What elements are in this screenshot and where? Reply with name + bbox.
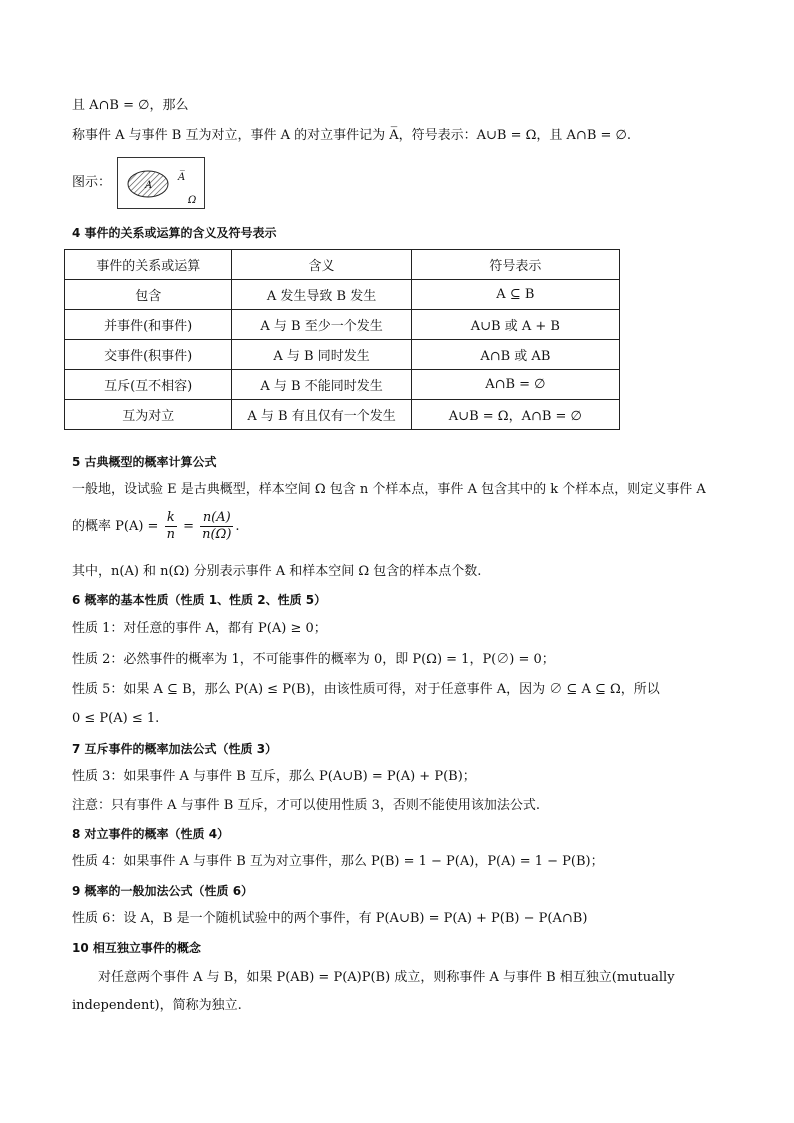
independence-definition-cont: independent)，简称为独立. bbox=[72, 998, 242, 1013]
table-cell: 交事件(积事件) bbox=[65, 340, 232, 370]
section-5-heading: 5 古典概型的概率计算公式 bbox=[72, 455, 217, 469]
table-header-cell: 事件的关系或运算 bbox=[65, 250, 232, 280]
table-cell: A 发生导致 B 发生 bbox=[232, 280, 411, 310]
event-a-label: A bbox=[145, 180, 153, 191]
property-3: 性质 3：如果事件 A 与事件 B 互斥，那么 P(A∪B) = P(A) + P(B)； bbox=[72, 769, 476, 784]
line-intersection-empty: 且 A∩B = ∅，那么 bbox=[72, 98, 189, 113]
numerator: n(A) bbox=[200, 510, 233, 527]
table-cell: A∪B 或 A + B bbox=[411, 310, 619, 340]
denominator: n(Ω) bbox=[202, 527, 232, 542]
table-row bbox=[65, 280, 620, 310]
probability-formula bbox=[72, 510, 240, 544]
table-cell: A ⊆ B bbox=[411, 280, 619, 310]
venn-svg bbox=[118, 158, 204, 208]
table-row bbox=[65, 340, 620, 370]
formula-explanation: 其中，n(A) 和 n(Ω) 分别表示事件 A 和样本空间 Ω 包含的样本点个数. bbox=[72, 564, 482, 579]
relations-table bbox=[64, 249, 620, 430]
formula-suffix: . bbox=[235, 519, 240, 534]
table-cell: A∩B = ∅ bbox=[411, 370, 619, 400]
table-cell: A 与 B 至少一个发生 bbox=[232, 310, 411, 340]
table-header-cell: 符号表示 bbox=[411, 250, 619, 280]
independence-definition: 对任意两个事件 A 与 B，如果 P(AB) = P(A)P(B) 成立，则称事件 A 与事件 B 相互独立(mutually bbox=[98, 970, 675, 985]
section-8-heading: 8 对立事件的概率（性质 4） bbox=[72, 827, 230, 841]
table-header-row bbox=[65, 250, 620, 280]
venn-diagram bbox=[117, 157, 205, 209]
table-cell: A 与 B 不能同时发生 bbox=[232, 370, 411, 400]
property-2: 性质 2：必然事件的概率为 1，不可能事件的概率为 0，即 P(Ω) = 1，P(∅) = 0； bbox=[72, 652, 555, 667]
property-3-note: 注意：只有事件 A 与事件 B 互斥，才可以使用性质 3，否则不能使用该加法公式. bbox=[72, 798, 541, 813]
formula-prefix: 的概率 P(A) = bbox=[72, 519, 163, 534]
property-5: 性质 5：如果 A ⊆ B，那么 P(A) ≤ P(B)，由该性质可得，对于任意事件 A，因为 ∅ ⊆ A ⊆ Ω，所以 bbox=[72, 682, 660, 697]
complement-label: A̅ bbox=[178, 172, 186, 183]
section-7-heading: 7 互斥事件的概率加法公式（性质 3） bbox=[72, 742, 278, 756]
table-cell: A∩B 或 AB bbox=[411, 340, 619, 370]
diagram-label: 图示： bbox=[72, 175, 112, 190]
table-row bbox=[65, 400, 620, 430]
line-complement-definition: 称事件 A 与事件 B 互为对立，事件 A 的对立事件记为 A̅，符号表示：A∪B = Ω，且 A∩B = ∅. bbox=[72, 128, 631, 143]
equals: = bbox=[178, 519, 199, 534]
numerator: k bbox=[165, 510, 177, 527]
fraction-k-over-n bbox=[165, 510, 177, 543]
property-4: 性质 4：如果事件 A 与事件 B 互为对立事件，那么 P(B) = 1 − P(A)，P(A) = 1 − P(B)； bbox=[72, 854, 604, 869]
table-cell: 互斥(互不相容) bbox=[65, 370, 232, 400]
table-header-cell: 含义 bbox=[232, 250, 411, 280]
fraction-nA-over-nOmega bbox=[200, 510, 233, 543]
property-6: 性质 6：设 A，B 是一个随机试验中的两个事件，有 P(A∪B) = P(A) + P(B) − P(A∩B) bbox=[72, 911, 588, 926]
property-5-conclusion: 0 ≤ P(A) ≤ 1. bbox=[72, 711, 160, 726]
table-cell: A 与 B 同时发生 bbox=[232, 340, 411, 370]
table-cell: A∪B = Ω，A∩B = ∅ bbox=[411, 400, 619, 430]
table-cell: A 与 B 有且仅有一个发生 bbox=[232, 400, 411, 430]
section-6-heading: 6 概率的基本性质（性质 1、性质 2、性质 5） bbox=[72, 593, 327, 607]
section-10-heading: 10 相互独立事件的概念 bbox=[72, 941, 201, 955]
table-cell: 互为对立 bbox=[65, 400, 232, 430]
section-4-heading: 4 事件的关系或运算的含义及符号表示 bbox=[72, 226, 277, 240]
property-1: 性质 1：对任意的事件 A，都有 P(A) ≥ 0； bbox=[72, 621, 327, 636]
table-cell: 并事件(和事件) bbox=[65, 310, 232, 340]
denominator: n bbox=[166, 527, 175, 542]
classical-model-text: 一般地，设试验 E 是古典概型，样本空间 Ω 包含 n 个样本点，事件 A 包含其中的 k 个样本点，则定义事件 A bbox=[72, 482, 706, 497]
table-cell: 包含 bbox=[65, 280, 232, 310]
section-9-heading: 9 概率的一般加法公式（性质 6） bbox=[72, 884, 254, 898]
sample-space-label: Ω bbox=[188, 195, 197, 206]
table-row bbox=[65, 370, 620, 400]
table-row bbox=[65, 310, 620, 340]
